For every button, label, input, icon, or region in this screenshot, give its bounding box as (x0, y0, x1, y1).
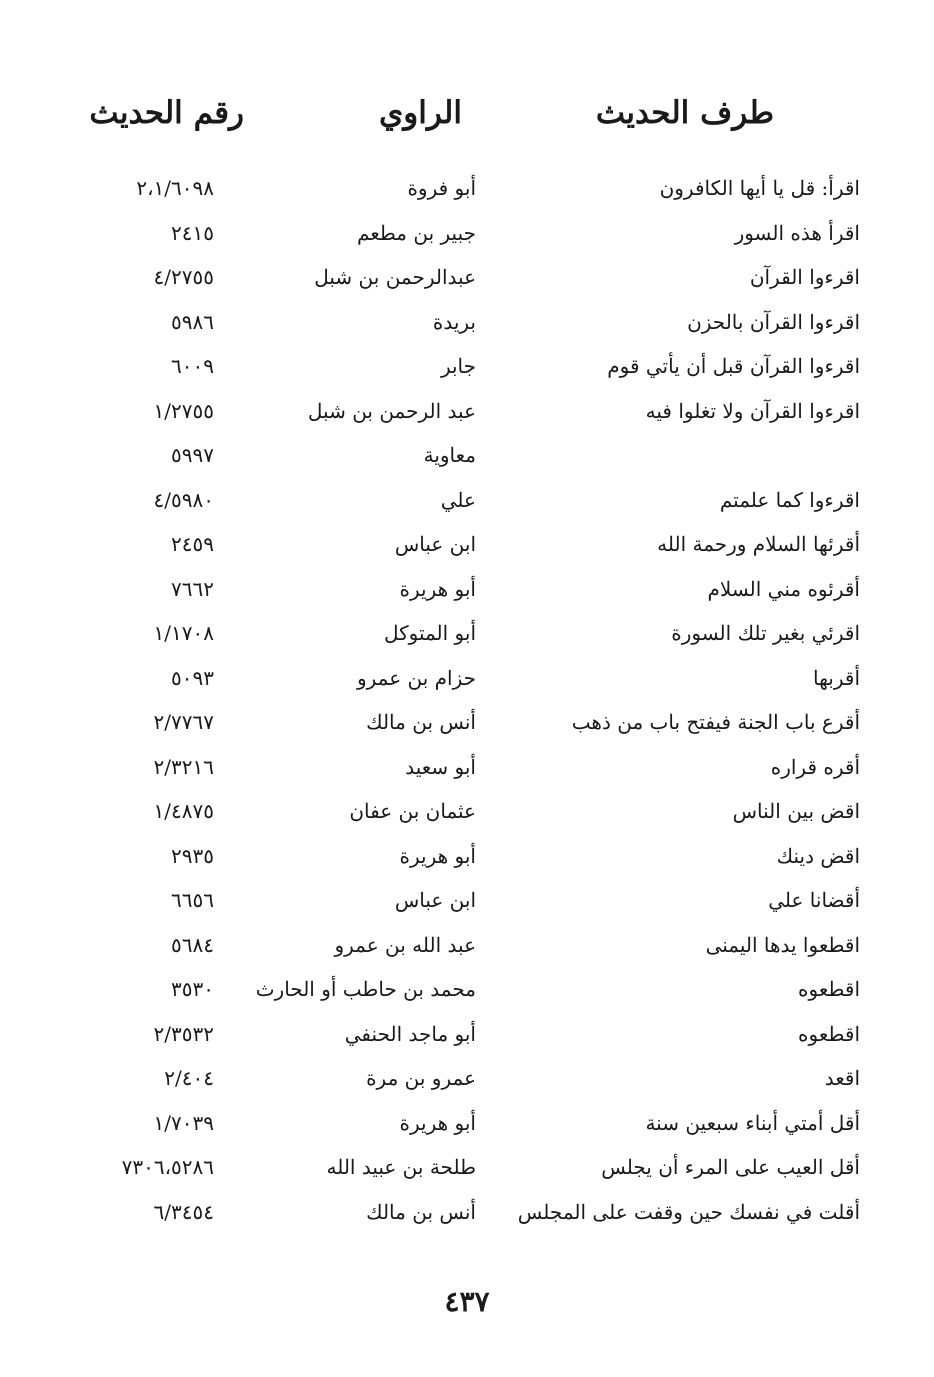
narrator-name: عمرو بن مرة (366, 1066, 476, 1090)
table-row (0, 1190, 934, 1235)
table-row (0, 389, 934, 434)
table-row (0, 344, 934, 389)
header-hadith: طرف الحديث (595, 95, 774, 131)
table-row (0, 1012, 934, 1057)
table-row (0, 300, 934, 345)
hadith-text: اقض بين الناس (732, 799, 860, 823)
narrator-name: أبو المتوكل (383, 621, 476, 645)
table-row (0, 834, 934, 879)
hadith-number: ٢/٣٢١٦ (153, 754, 214, 779)
hadith-number: ٣٥٣٠ (171, 977, 214, 1001)
page-number: ٤٣٧ (444, 1285, 490, 1318)
narrator-name: جابر (440, 354, 476, 378)
table-row (0, 1101, 934, 1146)
table-row (0, 166, 934, 211)
hadith-number: ٦/٣٤٥٤ (153, 1199, 214, 1224)
table-row (0, 211, 934, 256)
narrator-name: أنس بن مالك (366, 1199, 476, 1224)
narrator-name: معاوية (423, 443, 476, 467)
header-narrator: الراوي (378, 95, 462, 131)
hadith-text: أقل العيب على المرء أن يجلس (601, 1155, 860, 1179)
narrator-name: عبد الرحمن بن شبل (307, 398, 476, 423)
hadith-text: أقضانا علي (768, 888, 860, 912)
hadith-number: ٤/٢٧٥٥ (153, 265, 214, 289)
hadith-number: ٥٩٩٧ (171, 443, 214, 467)
narrator-name: عثمان بن عفان (349, 799, 476, 823)
hadith-text: اقرءوا القرآن قبل أن يأتي قوم (607, 354, 860, 378)
table-row (0, 1056, 934, 1101)
table-row (0, 522, 934, 567)
table-row (0, 745, 934, 790)
narrator-name: أبو هريرة (399, 1110, 476, 1135)
hadith-text: أقرئها السلام ورحمة الله (657, 532, 860, 556)
hadith-number: ٢/٧٧٦٧ (153, 710, 214, 734)
hadith-number: ١/٧٠٣٩ (153, 1110, 214, 1135)
header-number: رقم الحديث (89, 95, 244, 131)
hadith-text: أقل أمتي أبناء سبعين سنة (645, 1110, 860, 1135)
hadith-number: ٢،١/٦٠٩٨ (136, 176, 214, 200)
table-row (0, 611, 934, 656)
hadith-number: ٤/٥٩٨٠ (153, 487, 214, 512)
hadith-number: ١/٤٨٧٥ (153, 799, 214, 823)
hadith-number: ٢٤٥٩ (171, 532, 214, 556)
hadith-text: أقلت في نفسك حين وقفت على المجلس (517, 1199, 860, 1224)
narrator-name: محمد بن حاطب أو الحارث (255, 977, 476, 1001)
hadith-text: اقرءوا القرآن (749, 265, 860, 289)
narrator-name: أنس بن مالك (366, 710, 476, 734)
narrator-name: عبدالرحمن بن شبل (314, 265, 476, 289)
narrator-name: ابن عباس (394, 532, 476, 556)
hadith-number: ٢٩٣٥ (171, 843, 214, 868)
hadith-number: ١/١٧٠٨ (153, 621, 214, 645)
table-row (0, 700, 934, 745)
hadith-number: ٢/٣٥٣٢ (153, 1021, 214, 1046)
hadith-text: اقرئي بغير تلك السورة (671, 621, 860, 645)
hadith-number: ٦٠٠٩ (171, 354, 214, 378)
hadith-number: ٥٠٩٣ (171, 665, 214, 690)
hadith-text: اقرأ هذه السور (734, 220, 860, 245)
hadith-number: ٧٣٠٦،٥٢٨٦ (121, 1155, 214, 1179)
table-row (0, 878, 934, 923)
narrator-name: طلحة بن عبيد الله (326, 1155, 476, 1179)
narrator-name: ابن عباس (394, 888, 476, 912)
hadith-number: ٥٩٨٦ (171, 309, 214, 334)
narrator-name: أبو هريرة (399, 576, 476, 601)
table-row (0, 967, 934, 1012)
hadith-number: ٥٦٨٤ (171, 932, 214, 957)
table-header (0, 88, 934, 138)
narrator-name: أبو فروة (407, 176, 476, 200)
hadith-number: ٧٦٦٢ (171, 576, 214, 601)
hadith-text: اقطعوه (798, 1021, 860, 1046)
hadith-text: أقربها (812, 665, 860, 690)
hadith-number: ٢/٤٠٤ (164, 1066, 214, 1090)
narrator-name: عبد الله بن عمرو (334, 932, 476, 957)
hadith-text: اقعد (824, 1066, 860, 1090)
hadith-text: اقطعوه (798, 977, 860, 1001)
hadith-text: اقرءوا كما علمتم (719, 487, 860, 512)
narrator-name: جبير بن مطعم (356, 220, 476, 245)
table-row (0, 789, 934, 834)
table-row (0, 478, 934, 523)
hadith-number: ١/٢٧٥٥ (153, 398, 214, 423)
index-rows (0, 166, 934, 1234)
table-row (0, 1145, 934, 1190)
narrator-name: حزام بن عمرو (356, 665, 476, 690)
hadith-text: اقض دينك (776, 843, 860, 868)
hadith-text: اقرءوا القرآن بالحزن (687, 309, 860, 334)
narrator-name: علي (440, 487, 476, 512)
narrator-name: أبو هريرة (399, 843, 476, 868)
narrator-name: أبو سعيد (405, 754, 476, 779)
narrator-name: أبو ماجد الحنفي (344, 1021, 476, 1046)
hadith-text: اقرءوا القرآن ولا تغلوا فيه (645, 398, 860, 423)
table-row (0, 567, 934, 612)
hadith-number: ٦٦٥٦ (171, 888, 214, 912)
hadith-number: ٢٤١٥ (171, 220, 214, 245)
table-row (0, 255, 934, 300)
hadith-text: أقره قراره (770, 754, 860, 779)
table-row (0, 656, 934, 701)
hadith-text: أقرع باب الجنة فيفتح باب من ذهب (571, 710, 860, 734)
table-row (0, 433, 934, 478)
table-row (0, 923, 934, 968)
hadith-text: اقرأ: قل يا أيها الكافرون (659, 176, 860, 200)
narrator-name: بريدة (432, 309, 476, 334)
hadith-text: اقطعوا يدها اليمنى (705, 932, 860, 957)
hadith-text: أقرئوه مني السلام (707, 576, 860, 601)
